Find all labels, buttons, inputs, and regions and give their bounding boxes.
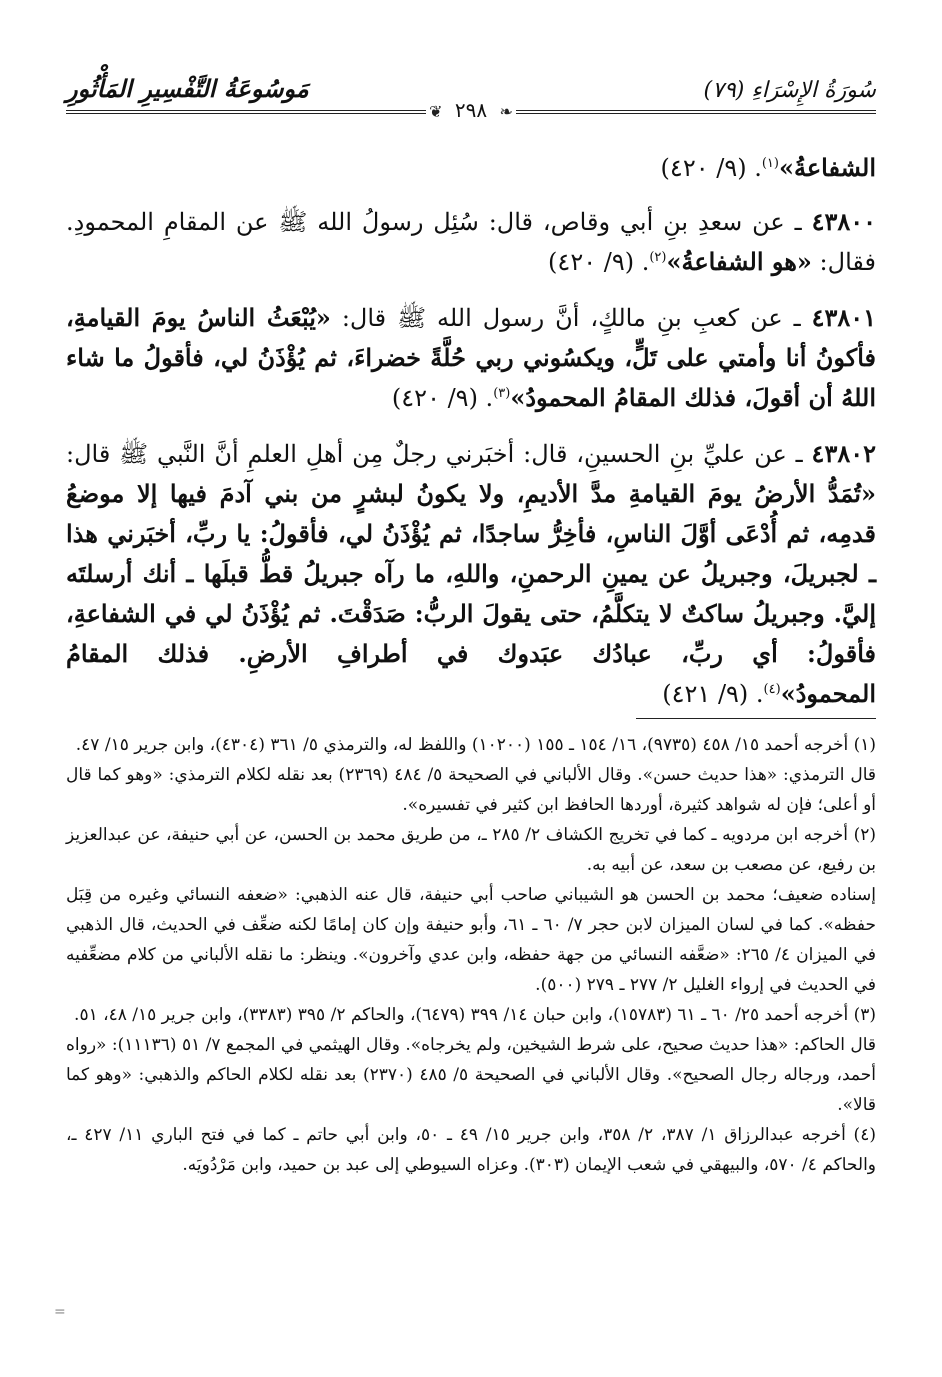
hadith-number: ٤٣٨٠٠ (811, 207, 877, 236)
surah-title: سُورَةُ الإِسْرَاءِ (٧٩) (703, 78, 876, 103)
hadith-paragraph (66, 202, 876, 282)
footnote-marker: (٤) (763, 682, 781, 697)
page-number-group (66, 98, 876, 122)
footnote-4: (٤) أخرجه عبدالرزاق ١/ ٣٨٧، ٢/ ٣٥٨، وابن جرير ١٥/ ٤٩ ـ ٥٠، وابن أبي حاتم ـ كما في فتح الباري ١١/ ٤٢٧ ـ، والحاكم ٤/ ٥٧٠، والبيهقي في شعب الإيمان (٣٠٣). وعزاه السيوطي إلى عبد بن حميد، وابن مَرْدُويَه. (66, 1125, 876, 1175)
footnote-3-comment: قال الحاكم: «هذا حديث صحيح، على شرط الشيخين، ولم يخرجاه». وقال الهيثمي في المجمع ٧/ ٥١ (١١١٣٦): «رواه أحمد، ورجاله رجال الصحيح». وقال الألباني في الصحيحة ٥/ ٤٨٥ (٢٣٧٠) بعد نقله لكلام الحاكم والذهبي: «وهو كما قالا». (66, 1035, 876, 1115)
volume-reference: . (٩/ ٤٢٠) (660, 154, 762, 182)
hadith-paragraph (66, 434, 876, 714)
hadith-paragraph (66, 298, 876, 418)
footnote-2-comment: إسناده ضعيف؛ محمد بن الحسن هو الشيباني صاحب أبي حنيفة، قال عنه الذهبي: «ضعفه النسائي وغيره من قِبَل حفظه». كما في لسان الميزان لابن حجر ٧/ ٦٠ ـ ٦١، وأبو حنيفة وإن كان إمامًا لكنه ضعِّف في الحديث، قال الذهبي في الميزان ٤/ ٢٦٥: «ضعَّفه النسائي من جهة حفظه، وابن عدي وآخرون». وينظر: ما نقله الألباني من كلام مضعِّفيه في الحديث في إرواء الغليل ٢/ ٢٧٧ ـ ٢٧٩ (٥٠٠). (66, 885, 876, 995)
hadith-text: «هو الشفاعةُ» (666, 247, 812, 276)
hadith-text: «تُمَدُّ الأرضُ يومَ القيامةِ مدَّ الأديمِ، ولا يكونُ لبشرٍ من بني آدمَ فيها إلا موضعُ قدمِه، ثم أُدْعَى أوَّلَ الناسِ، فأخِرُّ ساجدًا، ثم يُؤْذَنُ لي، فأقولُ: يا ربِّ، أخبَرني هذا ـ لجبريلَ، وجبريلُ عن يمينِ الرحمنِ، واللهِ، ما رآه جبريلُ قطُّ قبلَها ـ أنك أرسلتَه إليَّ. وجبريلُ ساكتٌ لا يتكلَّمُ، حتى يقولَ الربُّ: صَدَقْتَ. ثم يُؤْذَنُ لي في الشفاعةِ، فأقولُ: أي ربِّ، عبادُك عبَدوك في أطرافِ الأرضِ. فذلك المقامُ المحمودُ» (66, 479, 877, 708)
main-text (66, 148, 876, 730)
footnote-2: (٢) أخرجه ابن مردويه ـ كما في تخريج الكشاف ٢/ ٢٨٥ ـ، من طريق محمد بن الحسن، عن أبي حنيفة، عن عبدالعزيز بن رفيع، عن مصعب بن سعد، عن أبيه به. (66, 825, 876, 875)
footnote-marker: (٢) (649, 250, 667, 265)
margin-mark: = (54, 1304, 66, 1320)
narration-text: ـ عن كعبِ بنِ مالكٍ، أنَّ رسول الله ﷺ قال: (330, 304, 812, 332)
hadith-number: ٤٣٨٠١ (811, 303, 877, 332)
footnote-3: (٣) أخرجه أحمد ٢٥/ ٦٠ ـ ٦١ (١٥٧٨٣)، وابن حبان ١٤/ ٣٩٩ (٦٤٧٩)، والحاكم ٢/ ٣٩٥ (٣٣٨٣)، وابن جرير ١٥/ ٤٨، ٥١. (74, 1005, 876, 1025)
footnote-separator (636, 718, 876, 719)
volume-reference: . (٩/ ٤٢٠) (391, 384, 494, 412)
volume-reference: . (٩/ ٤٢١) (662, 680, 764, 708)
footnote-1-comment: قال الترمذي: «هذا حديث حسن». وقال الألباني في الصحيحة ٥/ ٤٨٤ (٢٣٦٩) بعد نقله لكلام الترمذي: «وهو كما قال أو أعلى؛ فإن له شواهد كثيرة، أوردها الحافظ ابن كثير في تفسيره». (66, 765, 876, 815)
narration-text: ـ عن عليِّ بنِ الحسينِ، قال: أخبَرني رجلٌ مِن أهلِ العلمِ أنَّ النَّبي ﷺ قال: (66, 440, 812, 468)
hadith-text: «يُبْعَثُ الناسُ يومَ القيامةِ، فأكونُ أنا وأمتي على تَلٍّ، ويكسُوني ربي حُلَّةً خضراءَ، ثم يُؤْذَنُ لي، فأقولُ ما شاء اللهُ أن أقولَ، فذلك المقامُ المحمودُ» (66, 303, 876, 412)
page-number: ٢٩٨ (454, 98, 488, 122)
footnote-marker: (٣) (493, 386, 511, 401)
page-header (66, 70, 876, 130)
ornament-left-icon: ❦ (429, 102, 443, 121)
volume-reference: . (٩/ ٤٢٠) (548, 248, 650, 276)
hadith-text: الشفاعةُ» (778, 153, 876, 182)
hadith-number: ٤٣٨٠٢ (811, 439, 876, 468)
book-title: مَوسُوعَةُ التَّفْسِيرِ المَأْثُورِ (66, 74, 309, 103)
ornament-right-icon: ❧ (499, 102, 513, 121)
paragraph-continuation (66, 148, 876, 188)
footnotes (66, 730, 876, 1180)
footnote-1: (١) أخرجه أحمد ١٥/ ٤٥٨ (٩٧٣٥)، ١٦/ ١٥٤ ـ ١٥٥ (١٠٢٠٠) واللفظ له، والترمذي ٥/ ٣٦١ (٤٣٠٤)، وابن جرير ١٥/ ٤٧. (75, 735, 876, 755)
footnote-marker: (١) (761, 156, 779, 171)
narration-text: ـ عن سعدِ بنِ أبي وقاص، قال: سُئِل رسولُ الله ﷺ عن المقامِ المحمودِ. فقال: (66, 208, 876, 276)
